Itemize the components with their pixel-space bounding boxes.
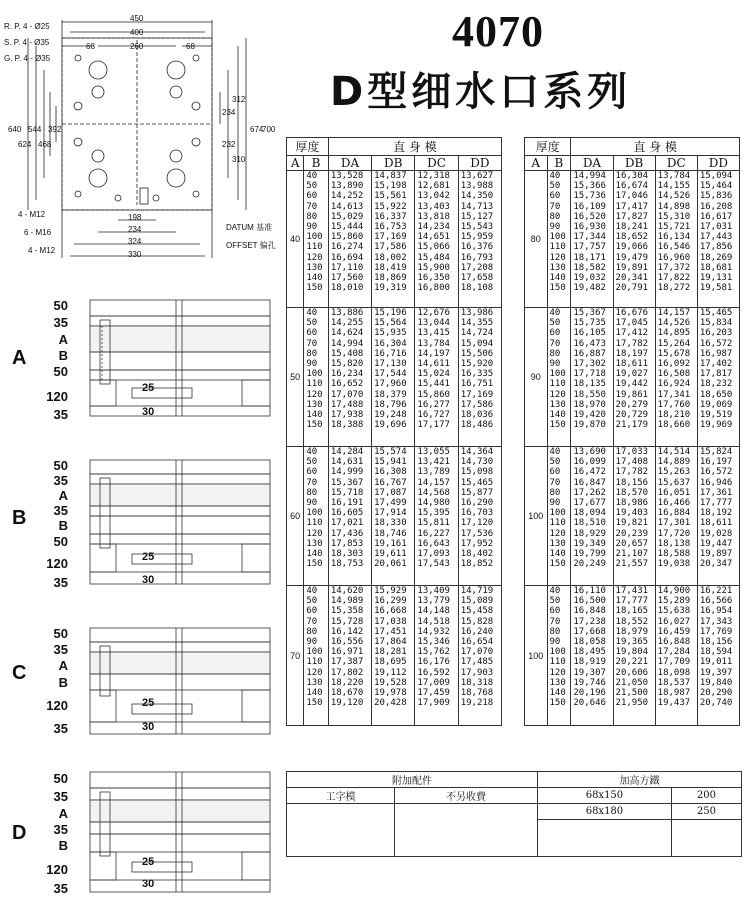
col-header: DC: [415, 156, 458, 171]
sec-a-dim-30: 30: [142, 406, 155, 418]
gp-label: G. P. 4 - Ø35: [4, 54, 51, 63]
dd-values: 14,364 14,730 15,098 15,465 15,877 16,290 16,703 17,120 17,536 17,952 18,402 18,852: [458, 447, 501, 586]
sec-d-dim: 35: [53, 881, 68, 896]
section-letter-a: A: [12, 347, 27, 369]
b-header: B: [547, 156, 571, 171]
section-letter-b: B: [12, 507, 27, 529]
dim-232: 232: [222, 140, 236, 149]
a-value: 80: [525, 171, 548, 308]
dim-68-right: 68: [186, 42, 195, 51]
section-letter-d: D: [12, 822, 27, 844]
dim-234b: 234: [128, 225, 142, 234]
sec-a-dim: 50: [53, 298, 68, 313]
a-header: A: [525, 156, 548, 171]
spec-table-right: [524, 137, 740, 726]
dim-198: 198: [128, 213, 142, 222]
dd-values: 15,094 15,464 15,836 16,208 16,617 17,031 17,443 17,856 18,269 18,681 19,131 19,581: [697, 171, 739, 308]
sp-label: S. P. 4 - Ø35: [4, 38, 50, 47]
a-value: 100: [525, 447, 548, 586]
b-header: B: [304, 156, 329, 171]
riser-price: 200: [671, 788, 741, 804]
thickness-group-row: [287, 447, 502, 586]
sec-d-dim: B: [58, 838, 68, 853]
db-values: 15,929 16,299 16,668 17,038 17,451 17,864 18,281 18,695 19,112 19,528 19,978 20,428: [372, 586, 415, 726]
db-values: 16,676 17,045 17,412 17,782 18,197 18,611 19,027 19,442 19,861 20,279 20,729 21,179: [613, 308, 655, 447]
dc-values: 12,676 13,044 13,415 13,784 14,197 14,611 15,024 15,441 15,860 16,277 16,727 17,177: [415, 308, 458, 447]
b-values: 40 50 60 70 80 90 100 110 120 130 140 150: [304, 586, 329, 726]
col-header: DB: [372, 156, 415, 171]
col-header: DC: [655, 156, 697, 171]
da-values: 15,367 15,735 16,105 16,473 16,887 17,302 17,718 18,135 18,550 18,970 19,420 19,870: [571, 308, 613, 447]
dim-392: 392: [48, 125, 62, 134]
thickness-group-row: [287, 171, 502, 308]
sec-b-dim: 35: [53, 575, 68, 590]
dc-values: 12,318 12,681 13,042 13,403 13,818 14,234 14,651 15,066 15,484 15,900 16,350 16,800: [415, 171, 458, 308]
body-header: 直 身 模: [328, 138, 501, 156]
b-values: 40 50 60 70 80 90 100 110 120 130 140 150: [304, 171, 329, 308]
model-number: 4070: [452, 7, 544, 56]
dim-330: 330: [128, 250, 142, 259]
accessories-header: 附加配件: [287, 772, 538, 788]
dim-310: 310: [232, 155, 246, 164]
a-header: A: [287, 156, 304, 171]
a-value: 70: [287, 586, 304, 726]
sec-b-dim: 35: [53, 503, 68, 518]
col-header: DA: [571, 156, 613, 171]
a-value: 60: [287, 447, 304, 586]
da-values: 13,528 13,890 14,252 14,613 15,029 15,444 15,860 16,274 16,694 17,110 17,560 18,010: [328, 171, 371, 308]
a-value: 90: [525, 308, 548, 447]
sec-a-dim: 35: [53, 315, 68, 330]
col-header: DD: [458, 156, 501, 171]
dc-values: 13,055 13,421 13,789 14,157 14,568 14,980 15,395 15,811 16,227 16,643 17,093 17,543: [415, 447, 458, 586]
sec-c-dim-25: 25: [142, 697, 155, 709]
b-values: 40 50 60 70 80 90 100 110 120 130 140 150: [304, 308, 329, 447]
da-values: 13,886 14,255 14,624 14,994 15,408 15,820 16,234 16,652 17,070 17,488 17,938 18,388: [328, 308, 371, 447]
db-values: 17,431 17,777 18,165 18,552 18,979 19,365 19,804 20,221 20,606 21,050 21,500 21,950: [613, 586, 655, 726]
sec-c-dim: 120: [46, 698, 68, 713]
sec-a-dim: 120: [46, 389, 68, 404]
section-a-drawing: [72, 296, 272, 422]
da-values: 16,110 16,500 16,848 17,238 17,668 18,058 18,495 18,919 19,307 19,746 20,196 20,646: [571, 586, 613, 726]
m12b-label: 4 - M12: [28, 246, 56, 255]
sec-c-dim-30: 30: [142, 721, 155, 733]
dd-values: 16,221 16,566 16,954 17,343 17,769 18,156 18,594 19,011 19,397 19,840 20,290 20,740: [697, 586, 739, 726]
sec-c-dim: 35: [53, 721, 68, 736]
dc-values: 14,157 14,526 14,895 15,264 15,678 16,092 16,508 16,924 17,341 17,760 18,210 18,660: [655, 308, 697, 447]
db-values: 16,304 16,674 17,046 17,417 17,827 18,241 18,652 19,066 19,479 19,891 20,341 20,791: [613, 171, 655, 308]
riser-size: 68x150: [537, 788, 671, 804]
riser-header: 加高方鐵: [537, 772, 741, 788]
datum-label: DATUM 基准: [226, 223, 273, 232]
section-c-drawing: [72, 624, 272, 738]
b-values: 40 50 60 70 80 90 100 110 120 130 140 150: [304, 447, 329, 586]
sec-b-dim-30: 30: [142, 574, 155, 586]
spec-table-left: [286, 137, 502, 726]
dim-312: 312: [232, 95, 246, 104]
col-header: DD: [697, 156, 739, 171]
b-values: 40 50 60 70 80 90 100 110 120 130 140 150: [547, 447, 571, 586]
dim-624: 624: [18, 140, 32, 149]
sec-d-dim: 35: [53, 789, 68, 804]
sec-d-dim: 120: [46, 862, 68, 877]
dim-234: 234: [222, 108, 236, 117]
section-letter-c: C: [12, 662, 27, 684]
da-values: 14,994 15,366 15,736 16,109 16,520 16,930 17,344 17,757 18,171 18,582 19,032 19,482: [571, 171, 613, 308]
sec-d-dim-30: 30: [142, 878, 155, 890]
dd-values: 14,719 15,089 15,458 15,828 16,240 16,654 17,070 17,485 17,903 18,318 18,768 19,218: [458, 586, 501, 726]
dim-468: 468: [38, 140, 52, 149]
dim-674: 674: [250, 125, 264, 134]
sec-b-dim-25: 25: [142, 551, 155, 563]
sec-d-dim: A: [58, 806, 68, 821]
sec-c-dim: 35: [53, 642, 68, 657]
sec-b-dim: 35: [53, 473, 68, 488]
thickness-group-row: [525, 171, 740, 308]
m16-label: 6 - M16: [24, 228, 52, 237]
thickness-header: 厚度: [525, 138, 571, 156]
accessories-table: [286, 771, 742, 857]
thickness-group-row: [287, 308, 502, 447]
dim-544: 544: [28, 125, 42, 134]
section-d-drawing: [72, 766, 272, 896]
sec-b-dim: 120: [46, 556, 68, 571]
col-header: DA: [328, 156, 371, 171]
thickness-group-row: [287, 586, 502, 726]
rp-label: R. P. 4 - Ø25: [4, 22, 50, 31]
dim-400: 400: [130, 28, 144, 37]
da-values: 14,620 14,989 15,358 15,728 16,142 16,556 16,971 17,387 17,802 18,220 18,670 19,120: [328, 586, 371, 726]
db-values: 15,574 15,941 16,308 16,767 17,087 17,499 17,914 18,330 18,746 19,161 19,611 20,061: [372, 447, 415, 586]
dc-values: 14,900 15,289 15,638 16,027 16,459 16,848 17,284 17,709 18,098 18,537 18,987 19,437: [655, 586, 697, 726]
accessory-note: 不另收費: [395, 788, 538, 804]
thickness-group-row: [525, 586, 740, 726]
dd-values: 15,824 16,197 16,572 16,946 17,361 17,777 18,192 18,611 19,028 19,447 19,897 20,347: [697, 447, 739, 586]
sec-d-dim-25: 25: [142, 856, 155, 868]
b-values: 40 50 60 70 80 90 100 110 120 130 140 150: [547, 308, 571, 447]
sec-b-dim: 50: [53, 458, 68, 473]
b-values: 40 50 60 70 80 90 100 110 120 130 140 150: [547, 171, 571, 308]
offset-label: OFFSET 偏孔: [226, 241, 276, 250]
db-values: 17,033 17,408 17,782 18,156 18,570 18,986 19,403 19,821 20,239 20,657 21,107 21,557: [613, 447, 655, 586]
dim-700: 700: [262, 125, 276, 134]
b-values: 40 50 60 70 80 90 100 110 120 130 140 150: [547, 586, 571, 726]
dc-values: 13,784 14,155 14,526 14,898 15,310 15,721 16,134 16,546 16,960 17,372 17,822 18,272: [655, 171, 697, 308]
thickness-group-row: [525, 447, 740, 586]
dc-values: 14,514 14,889 15,263 15,637 16,051 16,466 16,884 17,301 17,720 18,138 18,588 19,038: [655, 447, 697, 586]
riser-size: 68x180: [537, 804, 671, 820]
sec-a-dim-25: 25: [142, 382, 155, 394]
dd-values: 15,465 15,834 16,203 16,572 16,987 17,402 17,817 18,232 18,650 19,069 19,519 19,969: [697, 308, 739, 447]
dim-450: 450: [130, 14, 144, 23]
series-title: D型细水口系列: [330, 69, 632, 115]
dim-640: 640: [8, 125, 22, 134]
sec-c-dim: B: [58, 675, 68, 690]
thickness-group-row: [525, 308, 740, 447]
sec-b-dim: A: [58, 488, 68, 503]
sec-d-dim: 50: [53, 771, 68, 786]
body-header: 直 身 模: [571, 138, 740, 156]
dim-260: 260: [130, 42, 144, 51]
sec-a-dim: B: [58, 348, 68, 363]
da-values: 14,284 14,631 14,999 15,367 15,718 16,191 16,605 17,021 17,436 17,853 18,303 18,753: [328, 447, 371, 586]
m12a-label: 4 - M12: [18, 210, 46, 219]
sec-a-dim: A: [58, 332, 68, 347]
col-header: DB: [613, 156, 655, 171]
sec-b-dim: B: [58, 518, 68, 533]
dd-values: 13,986 14,355 14,724 15,094 15,506 15,920 16,335 16,751 17,169 17,586 18,036 18,486: [458, 308, 501, 447]
sec-b-dim: 50: [53, 534, 68, 549]
dd-values: 13,627 13,988 14,350 14,713 15,127 15,543 15,959 16,376 16,793 17,208 17,658 18,108: [458, 171, 501, 308]
da-values: 13,690 16,099 16,472 16,847 17,262 17,677 18,094 18,510 18,929 19,349 19,799 20,249: [571, 447, 613, 586]
sec-a-dim: 50: [53, 364, 68, 379]
a-value: 100: [525, 586, 548, 726]
dim-68-left: 68: [86, 42, 95, 51]
dim-324: 324: [128, 237, 142, 246]
a-value: 40: [287, 171, 304, 308]
dc-values: 13,409 13,779 14,148 14,518 14,932 15,346 15,762 16,176 16,592 17,009 17,459 17,909: [415, 586, 458, 726]
a-value: 50: [287, 308, 304, 447]
sec-d-dim: 35: [53, 822, 68, 837]
sec-a-dim: 35: [53, 407, 68, 422]
riser-price: 250: [671, 804, 741, 820]
accessory-item: 工字模: [287, 788, 395, 804]
db-values: 15,196 15,564 15,935 16,304 16,716 17,130 17,544 17,960 18,379 18,796 19,248 19,696: [372, 308, 415, 447]
sec-c-dim: A: [58, 658, 68, 673]
sec-c-dim: 50: [53, 626, 68, 641]
thickness-header: 厚度: [287, 138, 329, 156]
db-values: 14,837 15,198 15,561 15,922 16,337 16,753 17,169 17,586 18,002 18,419 18,869 19,319: [372, 171, 415, 308]
section-b-drawing: [72, 456, 272, 590]
